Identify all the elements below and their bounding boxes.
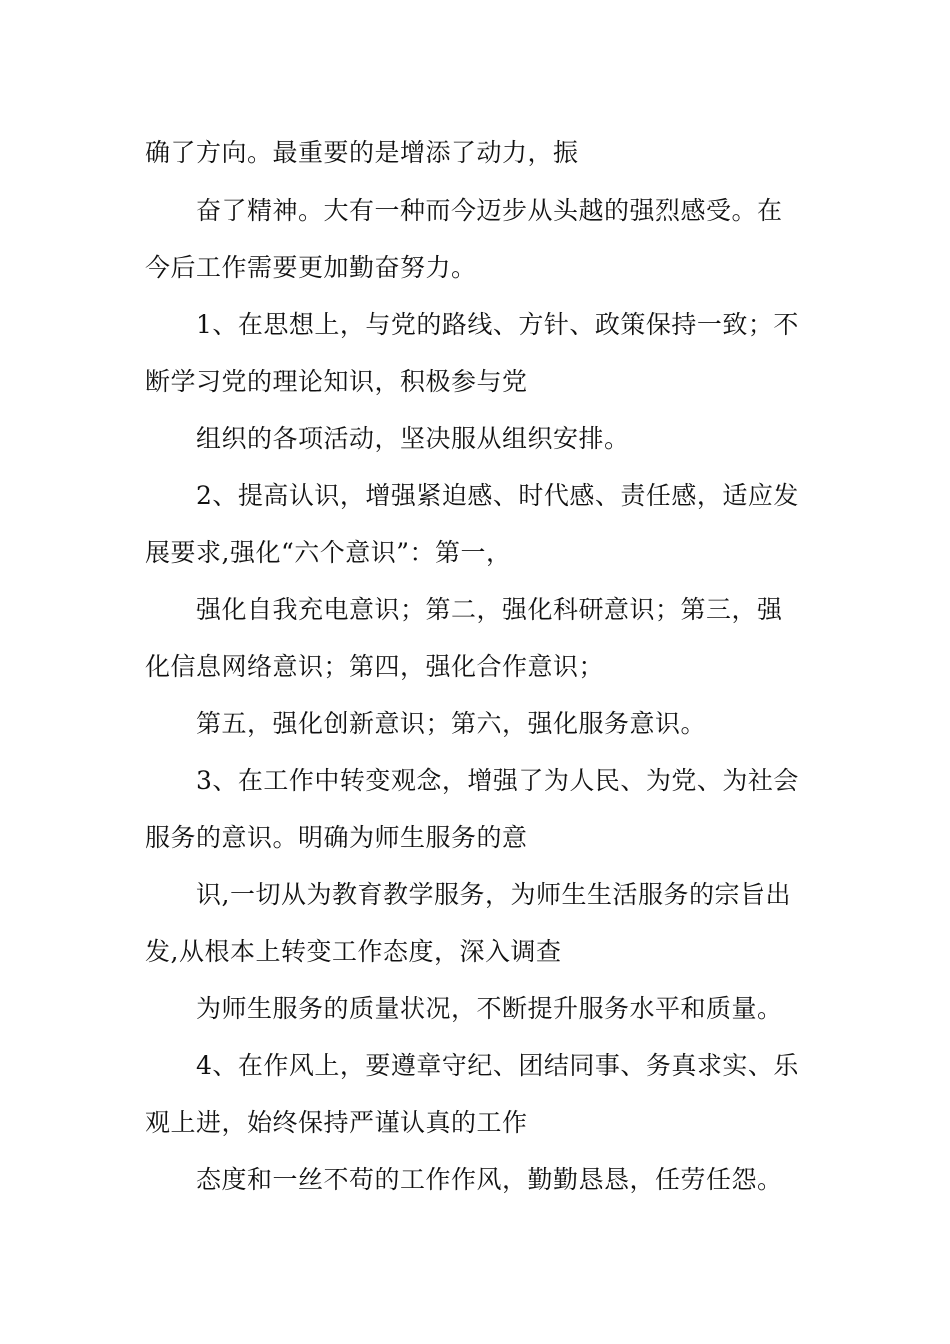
text-line: 态度和一丝不苟的工作作风，勤勤恳恳，任劳任怨。 bbox=[196, 1165, 783, 1194]
text-line: 为师生服务的质量状况，不断提升服务水平和质量。 bbox=[196, 994, 783, 1023]
text-line: 4、在作风上，要遵章守纪、团结同事、务真求实、乐 bbox=[196, 1051, 799, 1080]
text-line: 1、在思想上，与党的路线、方针、政策保持一致；不 bbox=[196, 310, 799, 339]
text-line: 化信息网络意识；第四，强化合作意识； bbox=[145, 652, 605, 681]
text-line: 强化自我充电意识；第二，强化科研意识；第三，强 bbox=[196, 595, 783, 624]
text-line: 今后工作需要更加勤奋努力。 bbox=[145, 253, 477, 282]
text-line: 确了方向。最重要的是增添了动力，振 bbox=[145, 138, 579, 167]
text-line: 观上进，始终保持严谨认真的工作 bbox=[145, 1108, 528, 1137]
text-line: 断学习党的理论知识，积极参与党 bbox=[145, 367, 528, 396]
text-line: 展要求,强化“六个意识”：第一， bbox=[145, 538, 512, 567]
text-line: 2、提高认识，增强紧迫感、时代感、责任感，适应发 bbox=[196, 481, 799, 510]
text-line: 奋了精神。大有一种而今迈步从头越的强烈感受。在 bbox=[196, 196, 783, 225]
text-line: 发,从根本上转变工作态度，深入调查 bbox=[145, 937, 562, 966]
text-line: 识,一切从为教育教学服务，为师生生活服务的宗旨出 bbox=[196, 880, 791, 909]
text-line: 组织的各项活动，坚决服从组织安排。 bbox=[196, 424, 630, 453]
text-line: 3、在工作中转变观念，增强了为人民、为党、为社会 bbox=[196, 766, 799, 795]
text-line: 服务的意识。明确为师生服务的意 bbox=[145, 823, 528, 852]
text-line: 第五，强化创新意识；第六，强化服务意识。 bbox=[196, 709, 707, 738]
